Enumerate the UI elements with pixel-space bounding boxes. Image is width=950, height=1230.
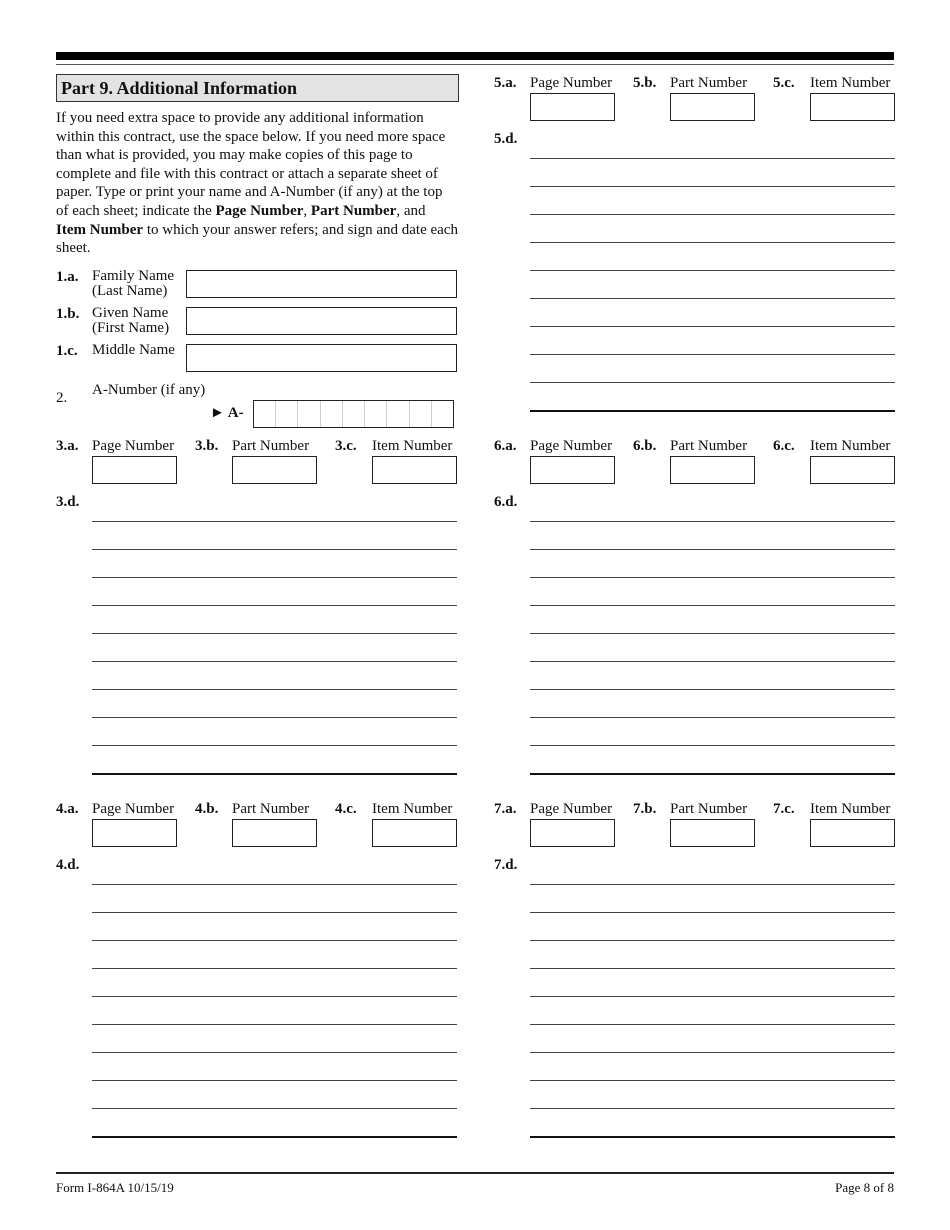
answer-line-7d[interactable] <box>530 940 895 941</box>
part-number-input-6[interactable] <box>670 456 755 484</box>
answer-line-6d[interactable] <box>530 745 895 746</box>
answer-line-5d[interactable] <box>530 382 895 383</box>
answer-line-4d[interactable] <box>92 1052 457 1053</box>
item-number-input-4[interactable] <box>372 819 457 847</box>
a-number-prefix: ► A- <box>210 405 244 421</box>
item-4c-label: Item Number <box>372 801 453 817</box>
answer-line-5d[interactable] <box>530 242 895 243</box>
part-number-input-5[interactable] <box>670 93 755 121</box>
answer-line-5d[interactable] <box>530 298 895 299</box>
part-number-input-7[interactable] <box>670 819 755 847</box>
item-6d-number: 6.d. <box>494 494 518 510</box>
field-label: Given Name <box>92 305 169 321</box>
page-number: Page 8 of 8 <box>835 1180 894 1195</box>
answer-line-6d[interactable] <box>530 605 895 606</box>
intro-bold: Page Number <box>215 202 304 219</box>
instructions <box>56 109 458 258</box>
a-number-input[interactable] <box>253 400 454 428</box>
answer-line-3d[interactable] <box>92 633 457 634</box>
answer-line-5d[interactable] <box>530 214 895 215</box>
page-number-input-5[interactable] <box>530 93 615 121</box>
item-6c-number: 6.c. <box>773 438 795 454</box>
page-number-input-4[interactable] <box>92 819 177 847</box>
item-6c-label: Item Number <box>810 438 891 454</box>
top-rule-thin <box>56 64 894 65</box>
footer-rule <box>56 1172 894 1174</box>
page-number-input-3[interactable] <box>92 456 177 484</box>
item-5d-number: 5.d. <box>494 131 518 147</box>
field-number: 1.c. <box>56 343 78 359</box>
answer-line-5d[interactable] <box>530 270 895 271</box>
field-label: Middle Name <box>92 342 175 358</box>
answer-line-3d[interactable] <box>92 549 457 550</box>
part-number-input-3[interactable] <box>232 456 317 484</box>
answer-line-3d[interactable] <box>92 661 457 662</box>
page-number-input-6[interactable] <box>530 456 615 484</box>
item-5c-label: Item Number <box>810 75 891 91</box>
answer-line-3d[interactable] <box>92 717 457 718</box>
item-7a-label: Page Number <box>530 801 613 817</box>
item-number-input-7[interactable] <box>810 819 895 847</box>
answer-line-6d[interactable] <box>530 521 895 522</box>
answer-line-4d[interactable] <box>92 1108 457 1109</box>
item-3b-label: Part Number <box>232 438 310 454</box>
item-5b-label: Part Number <box>670 75 748 91</box>
answer-line-6d[interactable] <box>530 661 895 662</box>
field-number: 1.a. <box>56 269 79 285</box>
a-number-num: 2. <box>56 390 68 406</box>
intro-text: to which your answer refers; and sign and date each sheet. <box>56 221 458 257</box>
item-5b-number: 5.b. <box>633 75 657 91</box>
item-4a-number: 4.a. <box>56 801 79 817</box>
answer-line-5d[interactable] <box>530 326 895 327</box>
answer-line-4d[interactable] <box>92 1024 457 1025</box>
item-3a-number: 3.a. <box>56 438 79 454</box>
answer-line-6d[interactable] <box>530 717 895 718</box>
item-7c-number: 7.c. <box>773 801 795 817</box>
answer-line-6d[interactable] <box>530 633 895 634</box>
form-id: Form I-864A 10/15/19 <box>56 1180 174 1195</box>
page-number-input-7[interactable] <box>530 819 615 847</box>
item-3c-label: Item Number <box>372 438 453 454</box>
answer-line-7d[interactable] <box>530 1052 895 1053</box>
item-6b-number: 6.b. <box>633 438 657 454</box>
answer-line-4d[interactable] <box>92 884 457 885</box>
answer-line-4d[interactable] <box>92 1136 457 1138</box>
answer-line-3d[interactable] <box>92 689 457 690</box>
field-number: 1.b. <box>56 306 80 322</box>
field-label-sub: (First Name) <box>92 320 170 336</box>
item-5a-number: 5.a. <box>494 75 517 91</box>
item-7b-number: 7.b. <box>633 801 657 817</box>
item-3a-label: Page Number <box>92 438 175 454</box>
top-rule <box>56 52 894 60</box>
answer-line-6d[interactable] <box>530 689 895 690</box>
item-4d-number: 4.d. <box>56 857 80 873</box>
answer-line-5d[interactable] <box>530 186 895 187</box>
name-input[interactable] <box>186 307 457 335</box>
item-4b-label: Part Number <box>232 801 310 817</box>
item-5c-number: 5.c. <box>773 75 795 91</box>
part-title: Part 9. Additional Information <box>56 74 459 102</box>
answer-line-3d[interactable] <box>92 745 457 746</box>
intro-text: , and <box>396 202 426 219</box>
item-3d-number: 3.d. <box>56 494 80 510</box>
answer-line-7d[interactable] <box>530 1136 895 1138</box>
answer-line-7d[interactable] <box>530 1024 895 1025</box>
field-label-sub: (Last Name) <box>92 283 168 299</box>
a-number-label: A-Number (if any) <box>92 382 206 398</box>
intro-bold: Part Number <box>310 202 397 219</box>
item-number-input-6[interactable] <box>810 456 895 484</box>
answer-line-4d[interactable] <box>92 912 457 913</box>
item-5a-label: Page Number <box>530 75 613 91</box>
answer-line-7d[interactable] <box>530 1080 895 1081</box>
answer-line-6d[interactable] <box>530 549 895 550</box>
name-input[interactable] <box>186 344 457 372</box>
item-6a-label: Page Number <box>530 438 613 454</box>
part-number-input-4[interactable] <box>232 819 317 847</box>
intro-text: , <box>303 202 311 219</box>
answer-line-5d[interactable] <box>530 354 895 355</box>
item-4a-label: Page Number <box>92 801 175 817</box>
field-label: Family Name <box>92 268 175 284</box>
answer-line-4d[interactable] <box>92 968 457 969</box>
answer-line-7d[interactable] <box>530 996 895 997</box>
item-7d-number: 7.d. <box>494 857 518 873</box>
intro-bold: Item Number <box>56 221 144 238</box>
answer-line-4d[interactable] <box>92 996 457 997</box>
answer-line-3d[interactable] <box>92 577 457 578</box>
answer-line-7d[interactable] <box>530 1108 895 1109</box>
answer-line-7d[interactable] <box>530 884 895 885</box>
item-4c-number: 4.c. <box>335 801 357 817</box>
item-number-input-5[interactable] <box>810 93 895 121</box>
answer-line-3d[interactable] <box>92 521 457 522</box>
item-3b-number: 3.b. <box>195 438 219 454</box>
answer-line-6d[interactable] <box>530 577 895 578</box>
answer-line-7d[interactable] <box>530 912 895 913</box>
answer-line-4d[interactable] <box>92 1080 457 1081</box>
name-input[interactable] <box>186 270 457 298</box>
answer-line-4d[interactable] <box>92 940 457 941</box>
answer-line-3d[interactable] <box>92 773 457 775</box>
item-4b-number: 4.b. <box>195 801 219 817</box>
answer-line-6d[interactable] <box>530 773 895 775</box>
item-3c-number: 3.c. <box>335 438 357 454</box>
item-number-input-3[interactable] <box>372 456 457 484</box>
item-7b-label: Part Number <box>670 801 748 817</box>
item-7a-number: 7.a. <box>494 801 517 817</box>
answer-line-7d[interactable] <box>530 968 895 969</box>
intro-text: If you need extra space to provide any additional information within this contract, use the space below. If you need more space than what is provided, you may make copies of this page to complete and file with this contract or attach a separate sheet of paper. Type or print your name and A-Number (if any) at the top of each sheet; indicate the <box>56 110 446 219</box>
item-7c-label: Item Number <box>810 801 891 817</box>
answer-line-3d[interactable] <box>92 605 457 606</box>
item-6a-number: 6.a. <box>494 438 517 454</box>
item-6b-label: Part Number <box>670 438 748 454</box>
answer-line-5d[interactable] <box>530 410 895 412</box>
answer-line-5d[interactable] <box>530 158 895 159</box>
